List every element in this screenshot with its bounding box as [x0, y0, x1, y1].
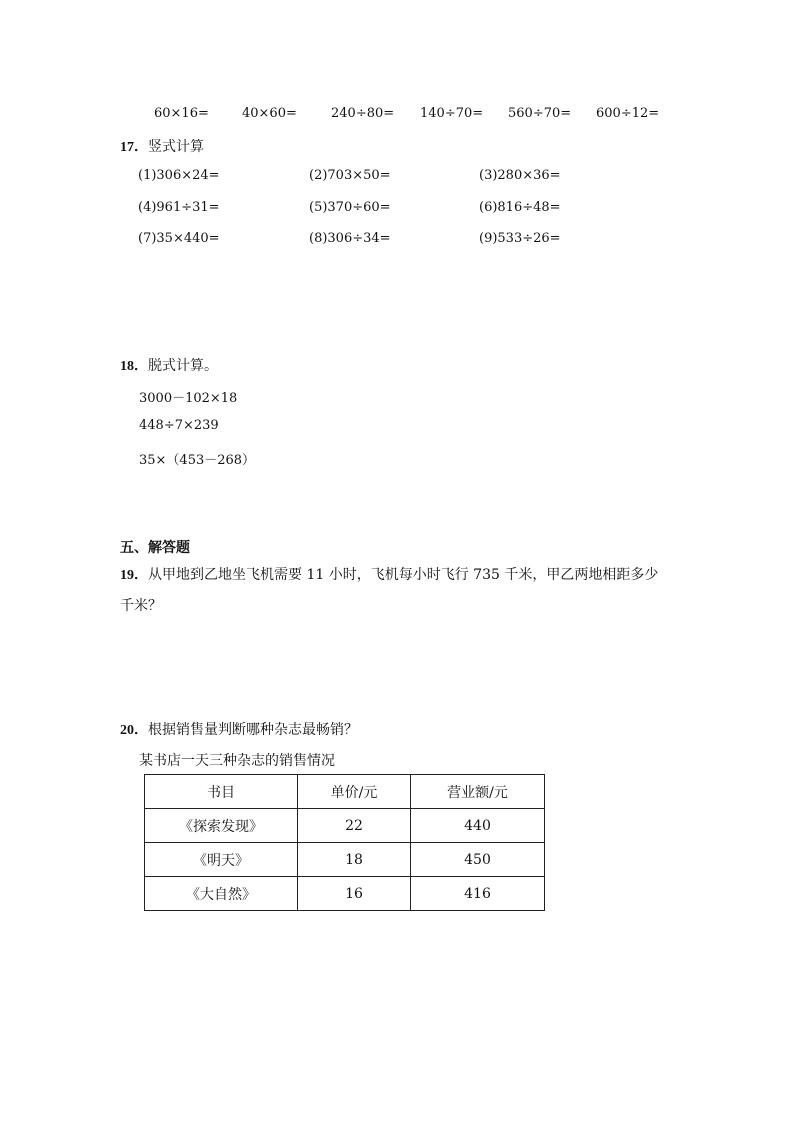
q17-item-7: (7)35×440=: [138, 231, 220, 246]
q20-table-caption: 某书店一天三种杂志的销售情况: [139, 753, 335, 769]
q16-item-3: 240÷80=: [331, 106, 395, 121]
q17-item-1: (1)306×24=: [138, 168, 220, 183]
table-row: [145, 877, 545, 911]
table-header-row: [145, 775, 545, 809]
q18-item-1: 3000－102×18: [139, 391, 238, 406]
q16-item-4: 140÷70=: [420, 106, 484, 121]
table-row: [145, 809, 545, 843]
q18-item-3: 35×（453－268）: [139, 453, 256, 468]
q16-item-2: 40×60=: [242, 106, 297, 121]
q19-text-2: 千米？: [120, 598, 162, 614]
q20-title: 根据销售量判断哪种杂志最畅销？: [148, 722, 358, 738]
q20-number: 20．: [120, 723, 148, 738]
q17-item-8: (8)306÷34=: [309, 231, 391, 246]
q17-item-9: (9)533÷26=: [479, 231, 561, 246]
table-cell: 16: [298, 877, 411, 911]
q18-number: 18．: [120, 359, 148, 374]
q20-heading: [120, 719, 358, 739]
q16-item-6: 600÷12=: [596, 106, 660, 121]
table-cell: 450: [411, 843, 545, 877]
q18-item-2: 448÷7×239: [139, 418, 219, 433]
table-header-cell: 单价/元: [298, 775, 411, 809]
table-cell: 《大自然》: [145, 877, 298, 911]
q18-title: 脱式计算。: [148, 358, 218, 374]
q19-number: 19．: [120, 568, 148, 583]
table-cell: 22: [298, 809, 411, 843]
table-header-cell: 营业额/元: [411, 775, 545, 809]
table-cell: 440: [411, 809, 545, 843]
table-cell: 416: [411, 877, 545, 911]
q17-item-6: (6)816÷48=: [479, 200, 561, 215]
q17-heading: [120, 136, 204, 156]
table-cell: 《探索发现》: [145, 809, 298, 843]
table-row: [145, 843, 545, 877]
q17-item-3: (3)280×36=: [479, 168, 561, 183]
q16-item-1: 60×16=: [154, 106, 209, 121]
q17-item-4: (4)961÷31=: [138, 200, 220, 215]
q17-item-5: (5)370÷60=: [309, 200, 391, 215]
table-cell: 《明天》: [145, 843, 298, 877]
q16-row: [0, 106, 794, 124]
section-5-title: 五、解答题: [120, 540, 190, 556]
q16-item-5: 560÷70=: [508, 106, 572, 121]
q17-number: 17．: [120, 140, 148, 155]
q17-title: 竖式计算: [148, 139, 204, 155]
q19-text-1: 从甲地到乙地坐飞机需要 11 小时，飞机每小时飞行 735 千米，甲乙两地相距多少: [148, 567, 659, 583]
table-cell: 18: [298, 843, 411, 877]
q17-item-2: (2)703×50=: [309, 168, 391, 183]
q19-line-1: [120, 564, 658, 584]
sales-table: [144, 774, 545, 911]
table-header-cell: 书目: [145, 775, 298, 809]
q18-heading: [120, 355, 218, 375]
